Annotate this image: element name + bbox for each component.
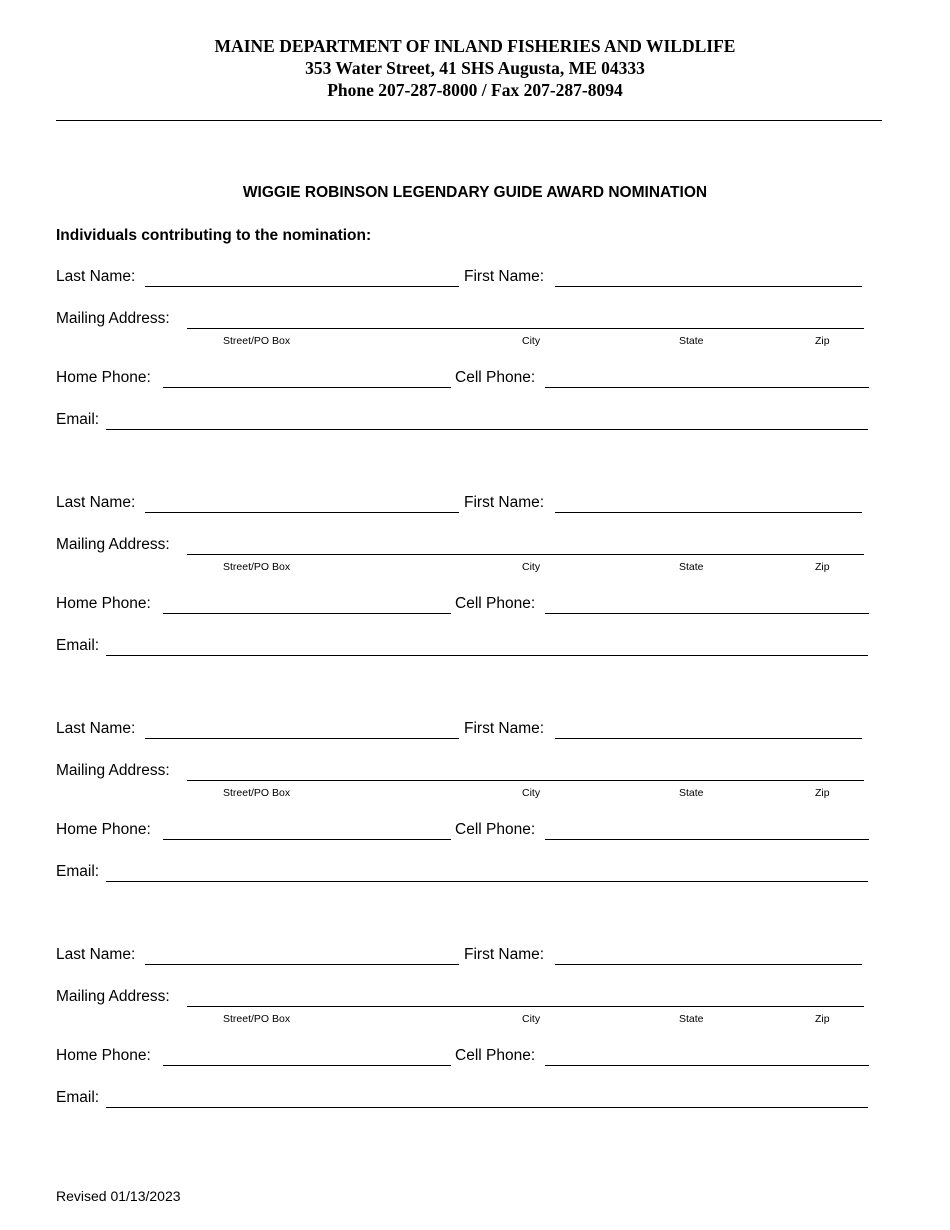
last-name-field[interactable] [145,512,459,513]
zip-caption: Zip [815,335,830,347]
mailing-address-label: Mailing Address: [56,310,170,327]
revision-date: Revised 01/13/2023 [56,1188,181,1204]
contributor-block-1 [0,268,950,448]
home-phone-field[interactable] [163,613,451,614]
agency-name: MAINE DEPARTMENT OF INLAND FISHERIES AND WILDLIFE [214,36,736,56]
zip-caption: Zip [815,561,830,573]
state-caption: State [679,1013,704,1025]
email-field[interactable] [106,881,868,882]
email-field[interactable] [106,429,868,430]
cell-phone-label: Cell Phone: [455,821,536,838]
cell-phone-field[interactable] [545,387,869,388]
email-label: Email: [56,411,100,428]
agency-header [0,35,950,101]
cell-phone-field[interactable] [545,613,869,614]
last-name-label: Last Name: [56,720,136,737]
home-phone-label: Home Phone: [56,1047,151,1064]
mailing-address-field[interactable] [187,780,864,781]
form-subheading: Individuals contributing to the nomination: [56,227,372,244]
home-phone-label: Home Phone: [56,595,151,612]
header-divider [56,120,882,121]
last-name-field[interactable] [145,738,459,739]
city-caption: City [522,561,541,573]
street-caption: Street/PO Box [223,1013,291,1025]
first-name-field[interactable] [555,512,862,513]
street-caption: Street/PO Box [223,787,291,799]
cell-phone-field[interactable] [545,1065,869,1066]
agency-address: 353 Water Street, 41 SHS Augusta, ME 04333 [305,58,645,78]
contributor-block-2 [0,494,950,674]
last-name-label: Last Name: [56,494,136,511]
mailing-address-field[interactable] [187,1006,864,1007]
email-label: Email: [56,1089,100,1106]
home-phone-field[interactable] [163,387,451,388]
cell-phone-label: Cell Phone: [455,595,536,612]
email-field[interactable] [106,1107,868,1108]
state-caption: State [679,561,704,573]
home-phone-field[interactable] [163,839,451,840]
street-caption: Street/PO Box [223,561,291,573]
contributor-block-3 [0,720,950,900]
first-name-label: First Name: [464,720,545,737]
agency-phone-fax: Phone 207-287-8000 / Fax 207-287-8094 [327,80,623,100]
mailing-address-field[interactable] [187,328,864,329]
last-name-label: Last Name: [56,946,136,963]
home-phone-label: Home Phone: [56,369,151,386]
mailing-address-field[interactable] [187,554,864,555]
state-caption: State [679,335,704,347]
state-caption: State [679,787,704,799]
cell-phone-label: Cell Phone: [455,369,536,386]
email-label: Email: [56,863,100,880]
first-name-field[interactable] [555,738,862,739]
cell-phone-field[interactable] [545,839,869,840]
first-name-field[interactable] [555,286,862,287]
email-label: Email: [56,637,100,654]
cell-phone-label: Cell Phone: [455,1047,536,1064]
city-caption: City [522,1013,541,1025]
first-name-label: First Name: [464,946,545,963]
mailing-address-label: Mailing Address: [56,762,170,779]
first-name-label: First Name: [464,268,545,285]
email-field[interactable] [106,655,868,656]
contributor-block-4 [0,946,950,1126]
city-caption: City [522,335,541,347]
last-name-label: Last Name: [56,268,136,285]
form-title: WIGGIE ROBINSON LEGENDARY GUIDE AWARD NOMINATION [242,184,708,201]
first-name-label: First Name: [464,494,545,511]
zip-caption: Zip [815,787,830,799]
mailing-address-label: Mailing Address: [56,536,170,553]
street-caption: Street/PO Box [223,335,291,347]
last-name-field[interactable] [145,964,459,965]
mailing-address-label: Mailing Address: [56,988,170,1005]
home-phone-field[interactable] [163,1065,451,1066]
city-caption: City [522,787,541,799]
home-phone-label: Home Phone: [56,821,151,838]
first-name-field[interactable] [555,964,862,965]
last-name-field[interactable] [145,286,459,287]
zip-caption: Zip [815,1013,830,1025]
